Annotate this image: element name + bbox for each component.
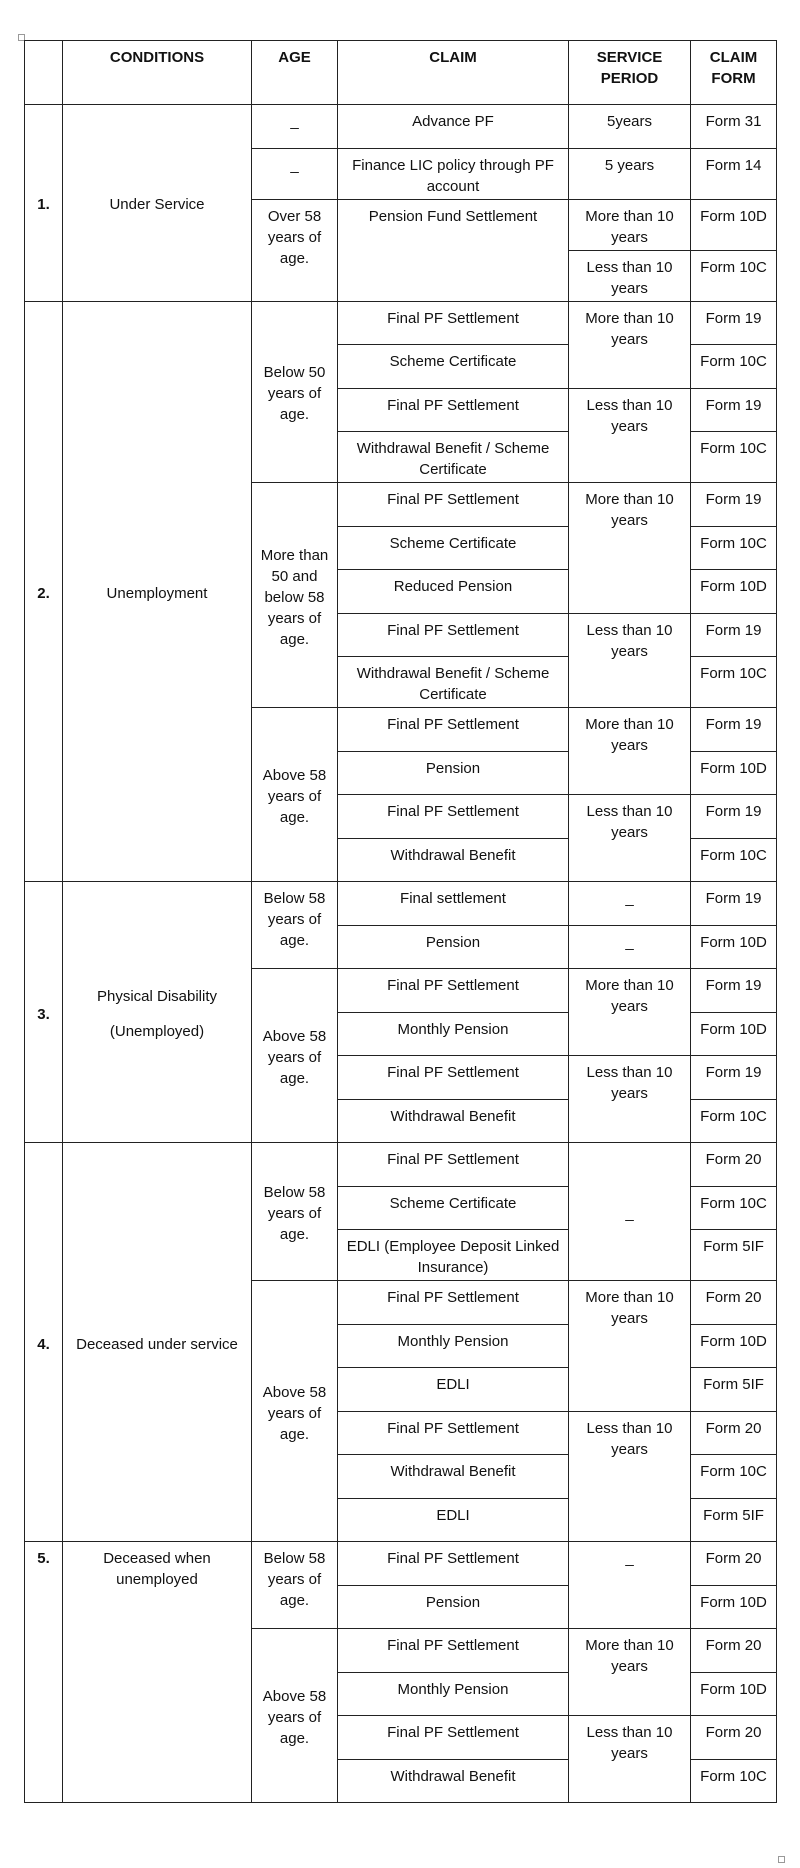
claim-cell: Final PF Settlement — [338, 969, 569, 1013]
header-num — [25, 41, 63, 105]
claim-cell: Reduced Pension — [338, 570, 569, 614]
form-cell: Form 10C — [691, 1759, 777, 1803]
claim-cell: Monthly Pension — [338, 1672, 569, 1716]
form-cell: Form 20 — [691, 1716, 777, 1760]
claim-cell: Advance PF — [338, 105, 569, 149]
claim-cell: Final PF Settlement — [338, 1716, 569, 1760]
form-cell: Form 10C — [691, 526, 777, 570]
form-cell: Form 10C — [691, 1455, 777, 1499]
form-cell: Form 10C — [691, 657, 777, 708]
service-cell: More than 10 years — [569, 483, 691, 614]
form-cell: Form 19 — [691, 613, 777, 657]
form-cell: Form 10D — [691, 1585, 777, 1629]
claim-cell: EDLI (Employee Deposit Linked Insurance) — [338, 1230, 569, 1281]
service-cell: Less than 10 years — [569, 1411, 691, 1542]
service-cell: Less than 10 years — [569, 613, 691, 708]
claim-cell: Final PF Settlement — [338, 1629, 569, 1673]
form-cell: Form 10C — [691, 250, 777, 301]
claim-cell: Finance LIC policy through PF account — [338, 148, 569, 199]
claim-cell: Pension — [338, 925, 569, 969]
form-cell: Form 14 — [691, 148, 777, 199]
group-4-condition: Deceased under service — [63, 1143, 252, 1542]
claim-cell: Withdrawal Benefit — [338, 1099, 569, 1143]
form-cell: Form 19 — [691, 388, 777, 432]
table-row — [25, 301, 777, 345]
group-3-condition — [63, 882, 252, 1143]
claim-cell: Final settlement — [338, 882, 569, 926]
form-cell: Form 10D — [691, 1672, 777, 1716]
form-cell: Form 19 — [691, 301, 777, 345]
service-cell: _ — [569, 925, 691, 969]
age-cell: Above 58 years of age. — [252, 969, 338, 1143]
table-row — [25, 882, 777, 926]
claim-cell: Pension — [338, 751, 569, 795]
table-row — [25, 1143, 777, 1187]
claim-cell: Final PF Settlement — [338, 1542, 569, 1586]
form-cell: Form 19 — [691, 483, 777, 527]
service-cell: Less than 10 years — [569, 1056, 691, 1143]
form-cell: Form 10D — [691, 1324, 777, 1368]
claim-cell: Withdrawal Benefit / Scheme Certificate — [338, 432, 569, 483]
claim-cell: Withdrawal Benefit — [338, 1455, 569, 1499]
claim-cell: Final PF Settlement — [338, 795, 569, 839]
claim-cell: Final PF Settlement — [338, 613, 569, 657]
form-cell: Form 20 — [691, 1143, 777, 1187]
header-age: AGE — [252, 41, 338, 105]
age-cell: Below 58 years of age. — [252, 1542, 338, 1629]
claim-cell: Final PF Settlement — [338, 708, 569, 752]
claim-cell: Withdrawal Benefit — [338, 1759, 569, 1803]
form-cell: Form 10C — [691, 1186, 777, 1230]
form-cell: Form 19 — [691, 1056, 777, 1100]
form-cell: Form 10D — [691, 751, 777, 795]
form-cell: Form 10D — [691, 199, 777, 250]
form-cell: Form 31 — [691, 105, 777, 149]
form-cell: Form 19 — [691, 795, 777, 839]
header-row — [25, 41, 777, 105]
claim-cell: Final PF Settlement — [338, 301, 569, 345]
service-cell: More than 10 years — [569, 301, 691, 388]
table-row — [25, 105, 777, 149]
table-resize-handle-icon[interactable] — [778, 1856, 785, 1863]
group-4-number: 4. — [25, 1143, 63, 1542]
service-cell: 5years — [569, 105, 691, 149]
age-cell: Below 58 years of age. — [252, 1143, 338, 1281]
header-conditions: CONDITIONS — [63, 41, 252, 105]
form-cell: Form 20 — [691, 1542, 777, 1586]
form-cell: Form 20 — [691, 1629, 777, 1673]
pf-claims-table — [24, 40, 777, 1803]
form-cell: Form 10C — [691, 432, 777, 483]
header-claim-form: CLAIM FORM — [691, 41, 777, 105]
service-cell: _ — [569, 882, 691, 926]
group-3-number: 3. — [25, 882, 63, 1143]
age-cell: Below 50 years of age. — [252, 301, 338, 483]
group-2-condition: Unemployment — [63, 301, 252, 882]
header-service-period: SERVICE PERIOD — [569, 41, 691, 105]
form-cell: Form 5IF — [691, 1230, 777, 1281]
service-cell: Less than 10 years — [569, 795, 691, 882]
claim-cell: EDLI — [338, 1498, 569, 1542]
table-row — [25, 1542, 777, 1586]
claim-cell: Monthly Pension — [338, 1012, 569, 1056]
claim-cell: Final PF Settlement — [338, 388, 569, 432]
form-cell: Form 10D — [691, 1012, 777, 1056]
service-cell: More than 10 years — [569, 1629, 691, 1716]
service-cell: Less than 10 years — [569, 250, 691, 301]
age-cell: Over 58 years of age. — [252, 199, 338, 301]
claim-cell: Monthly Pension — [338, 1324, 569, 1368]
service-cell: More than 10 years — [569, 1281, 691, 1412]
service-cell: More than 10 years — [569, 708, 691, 795]
service-cell: 5 years — [569, 148, 691, 199]
age-cell: More than 50 and below 58 years of age. — [252, 483, 338, 708]
claim-cell: Withdrawal Benefit — [338, 838, 569, 882]
group-1-condition: Under Service — [63, 105, 252, 302]
service-cell: More than 10 years — [569, 969, 691, 1056]
claim-cell: Final PF Settlement — [338, 1411, 569, 1455]
form-cell: Form 20 — [691, 1411, 777, 1455]
service-cell: Less than 10 years — [569, 388, 691, 483]
form-cell: Form 19 — [691, 969, 777, 1013]
age-cell: _ — [252, 148, 338, 199]
claim-cell: Scheme Certificate — [338, 1186, 569, 1230]
claim-cell: Final PF Settlement — [338, 1281, 569, 1325]
service-cell: More than 10 years — [569, 199, 691, 250]
claim-cell: Scheme Certificate — [338, 345, 569, 389]
group-2-number: 2. — [25, 301, 63, 882]
form-cell: Form 10C — [691, 345, 777, 389]
group-1-number: 1. — [25, 105, 63, 302]
group-5-condition: Deceased when unemployed — [63, 1542, 252, 1803]
claim-cell: Final PF Settlement — [338, 1143, 569, 1187]
age-cell: Above 58 years of age. — [252, 1629, 338, 1803]
form-cell: Form 10C — [691, 1099, 777, 1143]
condition-line-1: Physical Disability — [96, 988, 218, 1005]
claim-cell: Scheme Certificate — [338, 526, 569, 570]
form-cell: Form 10D — [691, 925, 777, 969]
age-cell: Above 58 years of age. — [252, 1281, 338, 1542]
service-cell: _ — [569, 1143, 691, 1281]
service-cell: _ — [569, 1542, 691, 1629]
claim-cell: Final PF Settlement — [338, 483, 569, 527]
form-cell: Form 10C — [691, 838, 777, 882]
claim-cell: Pension — [338, 1585, 569, 1629]
group-5-number: 5. — [25, 1542, 63, 1803]
header-claim: CLAIM — [338, 41, 569, 105]
form-cell: Form 10D — [691, 570, 777, 614]
age-cell: _ — [252, 105, 338, 149]
service-cell: Less than 10 years — [569, 1716, 691, 1803]
claim-cell: Pension Fund Settlement — [338, 199, 569, 301]
form-cell: Form 19 — [691, 708, 777, 752]
form-cell: Form 5IF — [691, 1498, 777, 1542]
form-cell: Form 5IF — [691, 1368, 777, 1412]
age-cell: Below 58 years of age. — [252, 882, 338, 969]
claim-cell: Withdrawal Benefit / Scheme Certificate — [338, 657, 569, 708]
form-cell: Form 20 — [691, 1281, 777, 1325]
claim-cell: EDLI — [338, 1368, 569, 1412]
form-cell: Form 19 — [691, 882, 777, 926]
condition-line-2: (Unemployed) — [109, 1023, 205, 1040]
age-cell: Above 58 years of age. — [252, 708, 338, 882]
claim-cell: Final PF Settlement — [338, 1056, 569, 1100]
